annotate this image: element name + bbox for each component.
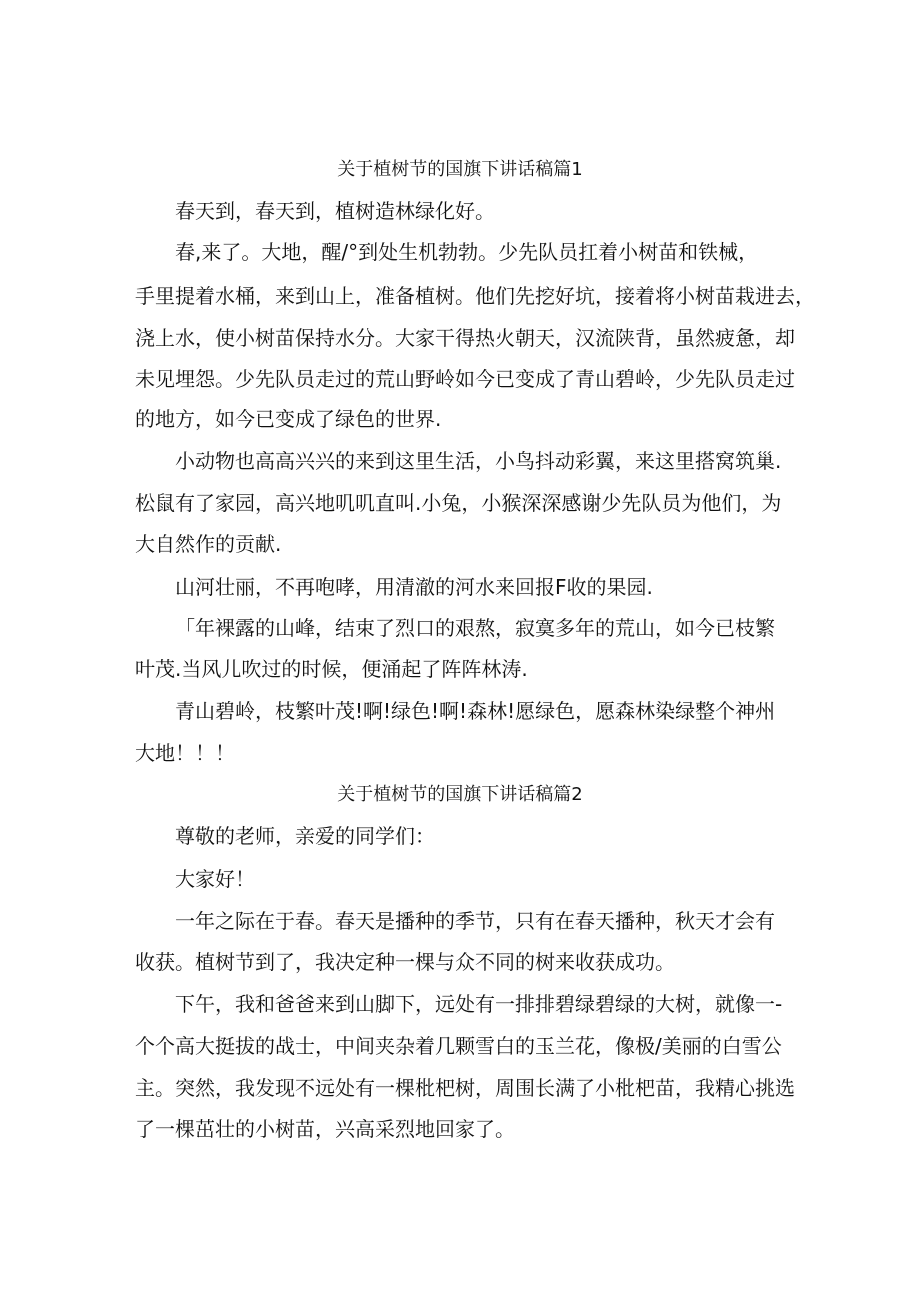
paragraph-line: 了一棵茁壮的小树苗，兴高采烈地回家了。 bbox=[135, 1117, 515, 1141]
paragraph-line: 尊敬的老师，亲爱的同学们： bbox=[175, 824, 435, 848]
paragraph-line: 的地方，如今已变成了绿色的世界. bbox=[135, 407, 442, 431]
paragraph-line: 大自然作的贡献. bbox=[135, 532, 282, 556]
paragraph-line: 浇上水，使小树苗保持水分。大家干得热火朝天，汉流陕背，虽然疲惫，却 bbox=[135, 326, 795, 350]
article-2-title: 关于植树节的国旗下讲话稿篇2 bbox=[337, 784, 583, 805]
paragraph-line: 青山碧岭，枝繁叶茂!啊!绿色!啊!森林!愿绿色，愿森林染绿整个神州 bbox=[175, 699, 776, 723]
paragraph-line: 山河壮丽，不再咆哮，用清澈的河水来回报F收的果园. bbox=[175, 575, 653, 599]
paragraph-line: 大地！！！ bbox=[135, 741, 235, 765]
paragraph-line: 个个高大挺拔的战士，中间夹杂着几颗雪白的玉兰花，像极/美丽的白雪公 bbox=[135, 1034, 782, 1058]
paragraph-line: 主。突然，我发现不远处有一棵枇杷树，周围长满了小枇杷苗，我精心挑选 bbox=[135, 1076, 795, 1100]
paragraph-line: 松鼠有了家园，高兴地叽叽直叫.小兔，小猴深深感谢少先队员为他们，为 bbox=[135, 491, 782, 515]
paragraph-line: 小动物也高高兴兴的来到这里生活，小鸟抖动彩翼，来这里搭窝筑巢. bbox=[175, 449, 782, 473]
article-1-title: 关于植树节的国旗下讲话稿篇1 bbox=[337, 159, 583, 180]
paragraph-line: 下午，我和爸爸来到山脚下，远处有一排排碧绿碧绿的大树，就像一- bbox=[175, 992, 783, 1016]
paragraph-line: 手里提着水桶，来到山上，准备植树。他们先挖好坑，接着将小树苗栽进去， bbox=[135, 284, 815, 308]
paragraph-line: 春天到，春天到，植树造林绿化好。 bbox=[175, 199, 495, 223]
paragraph-line: 未见埋怨。少先队员走过的荒山野岭如今已变成了青山碧岭，少先队员走过 bbox=[135, 367, 795, 391]
paragraph-line: 叶茂.当风儿吹过的时候，便涌起了阵阵林涛. bbox=[135, 657, 528, 681]
paragraph-line: 一年之际在于春。春天是播种的季节，只有在春天播种，秋天才会有 bbox=[175, 909, 775, 933]
paragraph-line: 春,来了。大地，醒/°到处生机勃勃。少先队员扛着小树苗和铁械， bbox=[175, 240, 759, 264]
paragraph-line: 「年裸露的山峰，结束了烈口的艰熬，寂寞多年的荒山，如今已枝繁 bbox=[175, 616, 775, 640]
paragraph-line: 大家好！ bbox=[175, 867, 255, 891]
paragraph-line: 收获。植树节到了，我决定种一棵与众不同的树来收获成功。 bbox=[135, 950, 675, 974]
